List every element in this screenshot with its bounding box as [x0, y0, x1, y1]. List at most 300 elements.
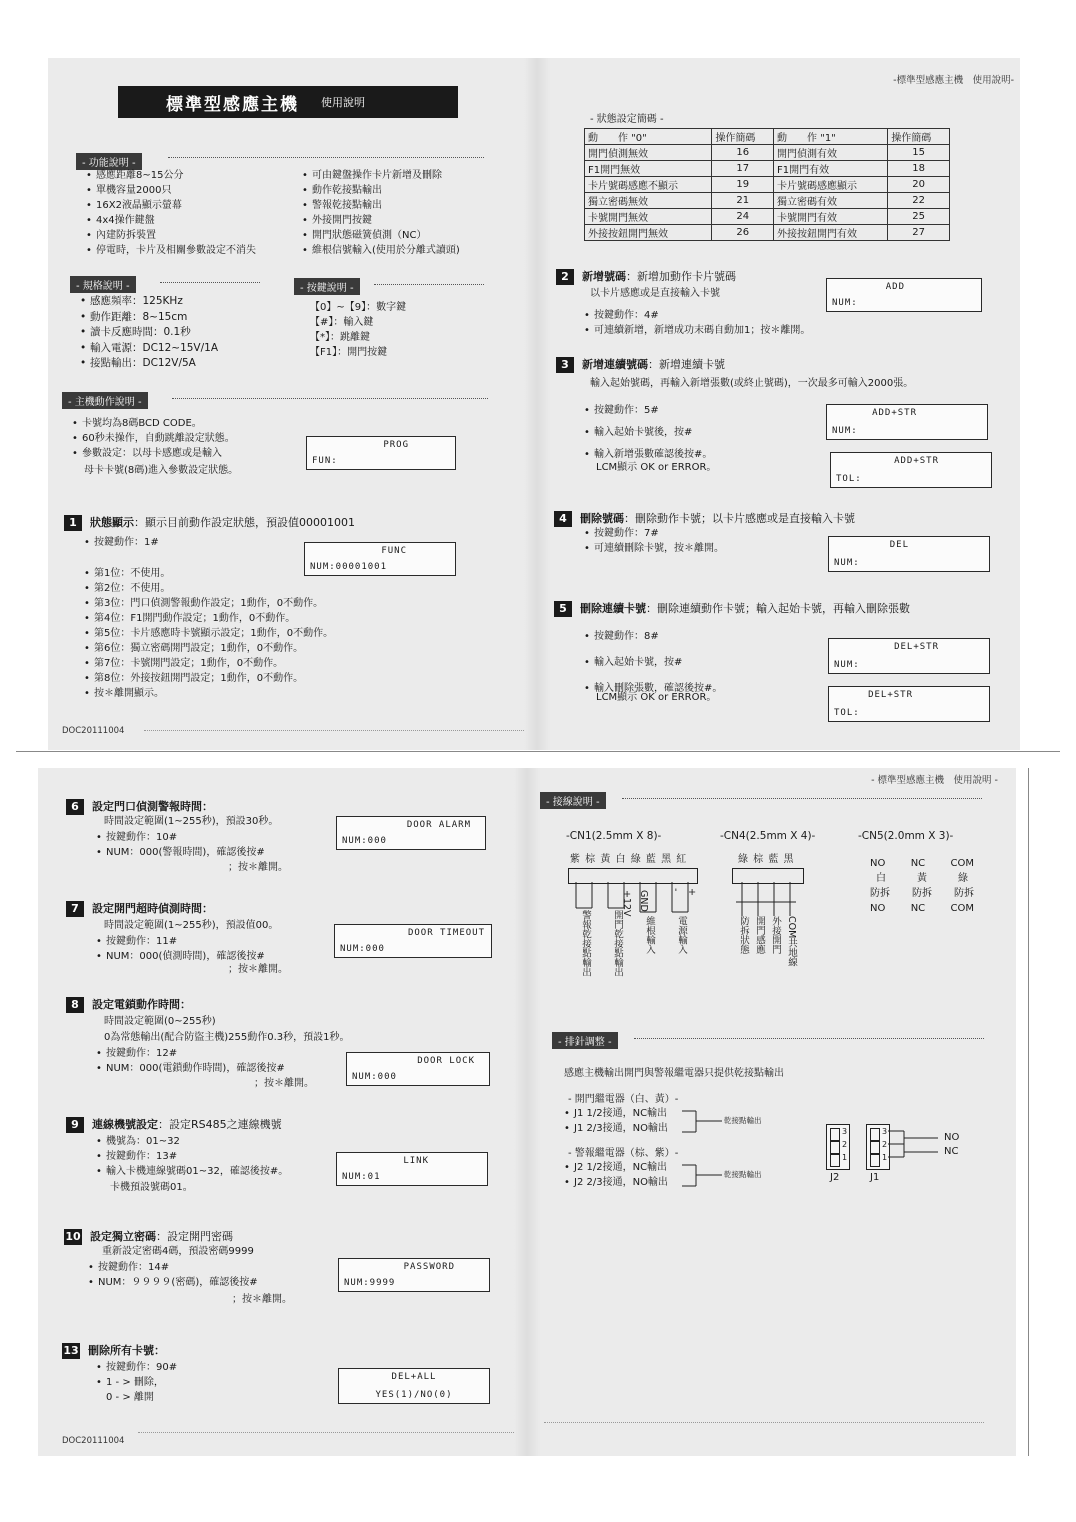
table-cell: 外接按鈕開門無效: [585, 225, 712, 241]
lcd-prog: [306, 436, 456, 470]
main-op-label: - 主機動作說明 -: [62, 392, 148, 409]
key-item: 【#】：輸入鍵: [310, 317, 374, 328]
sec8-list: [96, 1046, 285, 1076]
footer-divider: [138, 1432, 514, 1433]
specs-list: [80, 294, 218, 372]
table-cell: 開門偵測有效: [774, 145, 888, 161]
state-table: [584, 128, 950, 241]
table-cell: F1開門無效: [585, 161, 712, 177]
keys-divider: [374, 284, 484, 285]
lcd-del-all: [338, 1368, 490, 1404]
bit-item: • 按＊離開顯示。: [84, 686, 333, 701]
feature-item: • 外接開門按鍵: [302, 213, 460, 228]
lcd-add-str-num: [826, 404, 988, 440]
table-header-row: [585, 129, 950, 145]
table-cell: 25: [888, 209, 950, 225]
sec1-bits: [84, 566, 333, 701]
sec6-tail: ；按＊離開。: [228, 862, 288, 873]
cn1-pin-label: -: [670, 888, 681, 892]
sec9-number: 9: [66, 1117, 84, 1133]
spec-item: • 接點輸出：DC12V/5A: [80, 356, 218, 372]
jumper-note: 感應主機輸出開門與警報繼電器只提供乾接點輸出: [564, 1068, 784, 1079]
lcd-line1: ADD+STR: [894, 456, 939, 466]
sec10-title: [64, 1228, 233, 1245]
cn5-cell: 白: [876, 873, 886, 884]
cn4-func-label: COM共地線: [786, 916, 797, 967]
sec4-number: 4: [554, 511, 572, 527]
lcd-line2: TOL:: [836, 474, 862, 484]
feature-item: • 可由鍵盤操作卡片新增及刪除: [302, 168, 460, 183]
page-header: -標準型感應主機 使用說明-: [893, 75, 1014, 86]
lcd-door-alarm: [336, 816, 486, 850]
cn1-pin-label: GND: [638, 890, 649, 912]
sec3-item: • 輸入新增張數確認後按#。: [584, 444, 712, 466]
sec3-item: • 輸入起始卡號後，按#: [584, 422, 712, 444]
bit-item: • 第5位：卡片感應時卡號顯示設定；1動作，0不動作。: [84, 626, 333, 641]
sec5-title: [554, 600, 910, 617]
alarm-relay-item: • J2 1/2接通，NC輸出: [564, 1160, 668, 1175]
jumper-header: [552, 1030, 618, 1049]
sec9-tail: 卡機預設號碼01。: [110, 1182, 193, 1193]
cn4-colors: 綠 棕 藍 黑: [738, 854, 795, 865]
wiring-divider: [622, 798, 982, 799]
sec6-title-text: 設定門口偵測警報時間：: [92, 800, 213, 813]
door-relay-out: 乾接點輸出: [724, 1116, 762, 1125]
jumper-label: - 排針調整 -: [552, 1032, 618, 1049]
sec9-list: [96, 1134, 288, 1179]
sec3-extra: LCM顯示 OK or ERROR。: [596, 462, 717, 473]
table-cell: 獨立密碼有效: [774, 193, 888, 209]
sec1-number: 1: [64, 515, 82, 531]
sec5-extra: LCM顯示 OK or ERROR。: [596, 692, 717, 703]
lcd-line1: PROG: [383, 440, 409, 450]
table-cell: 外接按鈕開門有效: [774, 225, 888, 241]
table-cell: 開門偵測無效: [585, 145, 712, 161]
specs-label: - 規格說明 -: [70, 276, 136, 293]
spec-item: • 動作距離：8~15cm: [80, 310, 218, 326]
table-cell: 26: [712, 225, 774, 241]
lcd-del: [828, 536, 990, 572]
table-header: 動 作 "1": [774, 129, 888, 145]
cn1-colors: 紫 棕 黃 白 綠 藍 黑 紅: [570, 854, 688, 865]
sec13-tail: 0 - > 離開: [106, 1392, 154, 1403]
lcd-line1: DEL+ALL: [391, 1372, 437, 1382]
top-sheet: [48, 58, 1020, 750]
feature-item: • 開門狀態磁簧偵測（NC）: [302, 228, 460, 243]
sec13-number: 13: [63, 1344, 79, 1357]
jumper-pin: [870, 1154, 880, 1167]
key-item: 【0】~【9】：數字鍵: [310, 302, 407, 313]
cn5-cell: 防拆: [954, 888, 974, 899]
sec6-title: [66, 798, 213, 815]
lcd-line2: FUN:: [312, 456, 338, 466]
lcd-line2: NUM:01: [342, 1172, 381, 1182]
door-relay-list: [564, 1106, 668, 1136]
alarm-relay-item: • J2 2/3接通，NO輸出: [564, 1175, 668, 1190]
bit-item: • 第8位：外接按鈕開門設定；1動作，0不動作。: [84, 671, 333, 686]
sec8-tail: ；按＊離開。: [254, 1078, 314, 1089]
lcd-line2: NUM:000: [340, 944, 385, 954]
lcd-add: [826, 278, 982, 312]
lcd-line2: NUM:: [834, 660, 860, 670]
feature-item: • 動作乾接點輸出: [302, 183, 460, 198]
pin-number: 1: [882, 1153, 888, 1162]
spec-item: • 讀卡反應時間：0.1秒: [80, 325, 218, 341]
lcd-link: [336, 1152, 488, 1186]
lcd-line2: NUM:: [834, 558, 860, 568]
jumper-pin: [870, 1141, 880, 1154]
sec2-title: [556, 268, 736, 285]
jumper-divider: [634, 1038, 984, 1039]
lcd-line2: YES(1)/NO(0): [375, 1390, 453, 1400]
table-cell: 18: [888, 161, 950, 177]
doc-id: DOC20111004: [62, 1436, 125, 1446]
table-cell: 卡片號碼感應不顯示: [585, 177, 712, 193]
top-left-page: [48, 58, 534, 750]
feature-item: • 內建防拆裝置: [86, 228, 256, 243]
table-cell: F1開門有效: [774, 161, 888, 177]
sec8-number: 8: [66, 997, 84, 1013]
lcd-line1: ADD: [885, 282, 905, 292]
j1-header: [866, 1124, 890, 1170]
lcd-line2: NUM:000: [352, 1072, 397, 1082]
jumper-pin: [830, 1154, 840, 1167]
sec9-item: • 按鍵動作：13#: [96, 1149, 288, 1164]
lcd-line1: DEL: [889, 540, 909, 550]
j2-header: [826, 1124, 850, 1170]
table-cell: 卡號開門無效: [585, 209, 712, 225]
main-op-item: • 卡號均為8碼BCD CODE。: [72, 416, 235, 431]
cn5-cell: NO: [870, 858, 886, 869]
main-op-header: [62, 390, 148, 409]
jumper-pin: [830, 1141, 840, 1154]
key-item: 【*】：跳離鍵: [310, 332, 370, 343]
sec3-number: 3: [556, 357, 574, 373]
table-cell: 27: [888, 225, 950, 241]
main-op-extra: 母卡卡號(8碼)進入參數設定狀態。: [84, 465, 239, 476]
sec13-title-text: 刪除所有卡號：: [88, 1344, 165, 1357]
lcd-door-timeout: [334, 924, 492, 958]
sec5-item: • 輸入刪除張數，確認後按#。: [584, 676, 722, 702]
lcd-line2: NUM:000: [342, 836, 387, 846]
table-cell: 22: [888, 193, 950, 209]
sec5-title-text: 刪除連續卡號: [580, 602, 646, 615]
sec9-desc: ：設定RS485之連線機號: [158, 1118, 282, 1131]
sec9-title-text: 連線機號設定: [92, 1118, 158, 1131]
table-header: 動 作 "0": [585, 129, 712, 145]
table-cell: 20: [888, 177, 950, 193]
sec7-number: 7: [66, 901, 84, 917]
bottom-right-page: [524, 768, 1014, 1456]
sec2-line2: 以卡片感應或是直接輸入卡號: [590, 288, 720, 299]
sec6-item: • NUM：000(警報時間)，確認後按#: [96, 845, 265, 860]
alarm-relay-out: 乾接點輸出: [724, 1170, 762, 1179]
sec1-title-text: 狀態顯示: [90, 516, 134, 529]
pin-number: 2: [842, 1140, 848, 1149]
specs-header: [70, 274, 136, 293]
sec2-item: • 可連續新增，新增成功末碼自動加1；按＊離開。: [584, 323, 810, 338]
sec8-line: 0為常態輸出(配合防盜主機)255動作0.3秒，預設1秒。: [104, 1032, 350, 1043]
jumper-leads: [888, 1126, 940, 1168]
jumper-pin: [830, 1128, 840, 1141]
door-relay-item: • J1 1/2接通，NC輸出: [564, 1106, 668, 1121]
lcd-del-str-tol: [828, 686, 990, 722]
footer-divider: [144, 730, 524, 731]
sec8-line: 時間設定範圍(0~255秒): [104, 1016, 216, 1027]
lcd-line2: NUM:: [832, 298, 858, 308]
sec7-title: [66, 900, 213, 917]
bit-item: • 第7位：卡號開門設定；1動作，0不動作。: [84, 656, 333, 671]
sec10-line: 重新設定密碼4碼，預設密碼9999: [102, 1246, 254, 1257]
feature-item: • 單機容量2000只: [86, 183, 256, 198]
cn5-cell: 黃: [917, 873, 927, 884]
pin-number: 1: [842, 1153, 848, 1162]
bottom-left-page: [38, 768, 524, 1456]
sec3-title: [556, 356, 725, 373]
sec7-title-text: 設定開門超時偵測時間：: [92, 902, 213, 915]
lcd-line1: DOOR LOCK: [417, 1056, 475, 1066]
sec2-number: 2: [556, 269, 574, 285]
lcd-line1: FUNC: [381, 546, 407, 556]
cn5-cell: COM: [950, 858, 974, 869]
door-bracket: [682, 1108, 722, 1136]
lcd-line1: PASSWORD: [403, 1262, 455, 1272]
table-cell: 21: [712, 193, 774, 209]
sec6-list: [96, 830, 265, 860]
bit-item: • 第4位：F1開門動作設定；1動作，0不動作。: [84, 611, 333, 626]
sec1-desc: ：顯示目前動作設定狀態，預設值00001001: [134, 516, 355, 529]
lcd-line1: LINK: [403, 1156, 429, 1166]
spec-item: • 輸入電源：DC12~15V/1A: [80, 341, 218, 357]
sec2-item: • 按鍵動作：4#: [584, 308, 810, 323]
spec-item: • 感應頻率：125KHz: [80, 294, 218, 310]
cn1-func-label: 警報乾接點輸出: [580, 910, 591, 977]
cn5-cell: NC: [910, 903, 926, 914]
scan-divider: [16, 751, 1060, 752]
sec8-title: [66, 996, 191, 1013]
bottom-sheet: [38, 768, 1016, 1456]
sec4-item: • 可連續刪除卡號，按＊離開。: [584, 541, 724, 556]
key-item: 【F1】：開門按鍵: [310, 347, 388, 358]
cn1-func-label: 維根輸入: [644, 916, 655, 954]
table-row: [585, 145, 950, 161]
table-cell: 卡片號碼感應顯示: [774, 177, 888, 193]
table-cell: 24: [712, 209, 774, 225]
doc-id: DOC20111004: [62, 726, 125, 736]
lcd-line1: ADD+STR: [872, 408, 917, 418]
sec6-number: 6: [66, 799, 84, 815]
lcd-line1: DEL+STR: [868, 690, 913, 700]
sec10-item: • 按鍵動作：14#: [88, 1260, 258, 1275]
feature-item: • 警報乾接點輸出: [302, 198, 460, 213]
feature-item: • 維根信號輸入(使用於分離式讀頭): [302, 243, 460, 258]
sec7-line: 時間設定範圍(1~255秒)，預設值00。: [104, 920, 279, 931]
sec7-list: [96, 934, 265, 964]
sec8-item: • NUM：000(電鎖動作時間)，確認後按#: [96, 1061, 285, 1076]
cn4-func-label: 外接開門: [770, 916, 781, 954]
sec9-item: • 機號為：01~32: [96, 1134, 288, 1149]
door-relay-item: • J1 2/3接通，NO輸出: [564, 1121, 668, 1136]
table-cell: 19: [712, 177, 774, 193]
table-header: 操作簡碼: [888, 129, 950, 145]
jumper-pin: [870, 1128, 880, 1141]
wiring-label: - 接線說明 -: [540, 792, 606, 809]
sec3-title-text: 新增連續號碼: [582, 358, 648, 371]
sec10-item: • NUM：９９９９(密碼)，確認後按#: [88, 1275, 258, 1290]
cn1-pin-label: +12V: [621, 890, 632, 917]
sec5-number: 5: [554, 601, 572, 617]
cn5-cell: NC: [910, 858, 926, 869]
table-row: [585, 225, 950, 241]
keys-label: - 按鍵說明 -: [294, 278, 360, 295]
pin-number: 3: [842, 1127, 848, 1136]
cn5-title: -CN5(2.0mm X 3)-: [858, 830, 954, 842]
sec13-title: [62, 1342, 165, 1359]
cn5-cell: 防拆: [912, 888, 932, 899]
sec2-desc: ：新增加動作卡片號碼: [626, 270, 736, 283]
lcd-line1: DOOR TIMEOUT: [407, 928, 485, 938]
table-cell: 15: [888, 145, 950, 161]
feature-item: • 感應距離8~15公分: [86, 168, 256, 183]
sec4-title-text: 刪除號碼: [580, 512, 624, 525]
features-label: - 功能說明 -: [76, 153, 142, 170]
features-col2: [302, 168, 460, 258]
lcd-line2: NUM:: [832, 426, 858, 436]
cn1-pin-label: +: [686, 888, 697, 896]
sec5-item: • 輸入起始卡號，按#: [584, 650, 722, 676]
lcd-line2: NUM:9999: [344, 1278, 396, 1288]
cn4-func-label: 開門感應: [754, 916, 765, 954]
sec4-list: [584, 526, 724, 556]
sec4-title: [554, 510, 855, 527]
sec10-list: [88, 1260, 258, 1290]
door-relay-title: - 開門繼電器（白、黃）-: [568, 1094, 679, 1105]
main-op-divider: [172, 398, 488, 399]
bit-item: • 第3位：門口偵測警報動作設定；1動作，0不動作。: [84, 596, 333, 611]
j1-label: J1: [870, 1172, 880, 1183]
nc-label: NC: [944, 1146, 959, 1157]
sec2-list: [584, 308, 810, 338]
table-cell: 獨立密碼無效: [585, 193, 712, 209]
sec8-item: • 按鍵動作：12#: [96, 1046, 285, 1061]
sec13-item: • 1 - > 刪除，: [96, 1375, 177, 1390]
sec4-desc: ：刪除動作卡號；以卡片感應或是直接輸入卡號: [624, 512, 855, 525]
sec5-item: • 按鍵動作：8#: [584, 624, 722, 650]
no-label: NO: [944, 1132, 960, 1143]
sec10-title-text: 設定獨立密碼: [90, 1230, 156, 1243]
sec1-op-item: • 按鍵動作：1#: [84, 535, 159, 550]
main-op-list: [72, 416, 235, 461]
doc-subtitle: 使用說明: [321, 96, 365, 109]
table-row: [585, 177, 950, 193]
title-bar: [118, 86, 458, 118]
table-row: [585, 193, 950, 209]
sec6-item: • 按鍵動作：10#: [96, 830, 265, 845]
lcd-door-lock: [346, 1052, 490, 1086]
sec13-item: • 按鍵動作：90#: [96, 1360, 177, 1375]
table-cell: 16: [712, 145, 774, 161]
sec9-item: • 輸入卡機連線號碼01~32，確認後按#。: [96, 1164, 288, 1179]
alarm-bracket: [682, 1162, 722, 1190]
lcd-del-str-num: [828, 638, 990, 674]
table-row: [585, 161, 950, 177]
table-row: [585, 209, 950, 225]
feature-item: • 16X2液晶顯示螢幕: [86, 198, 256, 213]
pin-number: 2: [882, 1140, 888, 1149]
cn5-cell: NO: [870, 903, 886, 914]
lcd-line2: NUM:00001001: [310, 562, 388, 572]
cn1-title: -CN1(2.5mm X 8)-: [566, 830, 662, 842]
cn5-cell: COM: [950, 903, 974, 914]
keys-header: [294, 276, 360, 295]
state-table-caption: - 狀態設定簡碼 -: [590, 114, 664, 125]
cn1-func-label: 開門乾接點輸出: [612, 910, 623, 977]
lcd-password: [338, 1258, 490, 1292]
sec10-tail: ；按＊離開。: [232, 1294, 292, 1305]
sec4-item: • 按鍵動作：7#: [584, 526, 724, 541]
sec10-number: 10: [65, 1230, 81, 1243]
lcd-line1: DOOR ALARM: [406, 820, 471, 830]
features-col1: [86, 168, 256, 258]
sec1-title: [64, 514, 355, 531]
table-header: 操作簡碼: [712, 129, 774, 145]
cn5-cell: 防拆: [870, 888, 890, 899]
sec7-item: • NUM：000(偵測時間)，確認後按#: [96, 949, 265, 964]
keys-list: [310, 300, 406, 360]
table-cell: 卡號開門有效: [774, 209, 888, 225]
cn5-grid: [870, 856, 974, 916]
sec3-list: [584, 400, 712, 466]
cn4-title: -CN4(2.5mm X 4)-: [720, 830, 816, 842]
j2-label: J2: [830, 1172, 840, 1183]
feature-item: • 停電時，卡片及相關參數設定不消失: [86, 243, 256, 258]
sec9-title: [66, 1116, 282, 1133]
specs-divider: [160, 282, 260, 283]
wiring-header: [540, 790, 606, 809]
features-divider: [168, 157, 484, 158]
feature-item: • 4x4操作鍵盤: [86, 213, 256, 228]
main-op-item: • 60秒未操作，自動跳離設定狀態。: [72, 431, 235, 446]
cn1-func-label: 電源輸入: [676, 916, 687, 954]
doc-title: 標準型感應主機: [166, 94, 299, 115]
alarm-relay-list: [564, 1160, 668, 1190]
cn5-cell: 綠: [958, 873, 968, 884]
sec1-op: [84, 535, 159, 550]
sec3-desc: ：新增連續卡號: [648, 358, 725, 371]
top-right-page: [534, 58, 1020, 750]
lcd-add-str-tol: [830, 452, 992, 488]
bit-item: • 第2位：不使用。: [84, 581, 333, 596]
table-cell: 17: [712, 161, 774, 177]
scan-edge: [1028, 768, 1029, 1456]
lcd-line1: DEL+STR: [894, 642, 939, 652]
bit-item: • 第6位：獨立密碼開門設定；1動作，0不動作。: [84, 641, 333, 656]
sec3-line2: 輸入起始號碼，再輸入新增張數(或終止號碼)，一次最多可輸入2000張。: [590, 378, 914, 389]
sec2-title-text: 新增號碼: [582, 270, 626, 283]
page-header: - 標準型感應主機 使用說明 -: [871, 775, 998, 786]
lcd-line2: TOL:: [834, 708, 860, 718]
sec5-desc: ：刪除連續動作卡號；輸入起始卡號，再輸入刪除張數: [646, 602, 910, 615]
footer-divider: [544, 1422, 984, 1423]
sec13-list: [96, 1360, 177, 1390]
sec7-tail: ；按＊離開。: [228, 964, 288, 975]
cn4-func-label: 防拆狀態: [738, 916, 749, 954]
alarm-relay-title: - 警報繼電器（棕、紫）-: [568, 1148, 679, 1159]
sec6-line: 時間設定範圍(1~255秒)，預設30秒。: [104, 816, 279, 827]
sec8-title-text: 設定電鎖動作時間：: [92, 998, 191, 1011]
bit-item: • 第1位：不使用。: [84, 566, 333, 581]
main-op-item: • 參數設定：以母卡感應或是輸入: [72, 446, 235, 461]
